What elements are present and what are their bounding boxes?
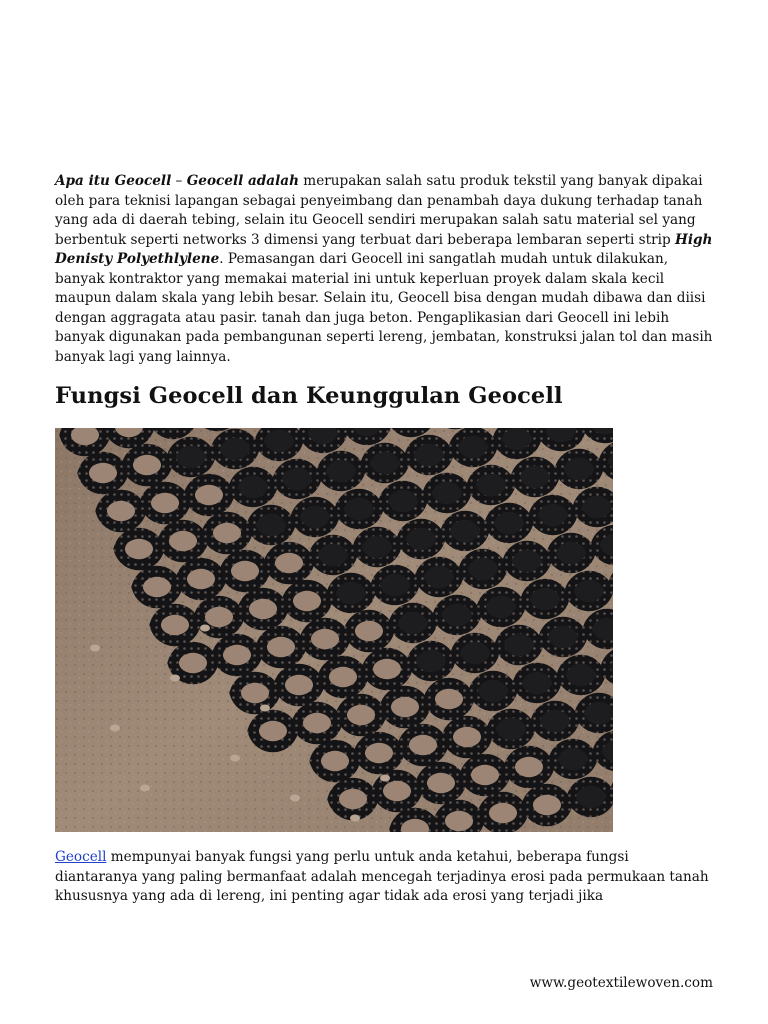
soil-fill [143,577,171,597]
soil-fill [231,561,259,581]
soil-fill [195,485,223,505]
geocell-cell-wall [525,583,565,615]
geocell-cell-wall [585,428,613,439]
section-heading: Fungsi Geocell dan Keunggulan Geocell [55,383,563,409]
geocell-cell-wall [603,445,613,477]
soil-fill [303,713,331,733]
geocell-cell-wall [541,428,581,447]
geocell-cell-wall [215,433,255,465]
soil-fill [311,629,339,649]
geocell-cell-wall [569,575,609,607]
intro-text-1: merupakan salah satu produk tekstil yang banyak dipakai oleh para teknisi lapangan sebagai penyeimbang dan penambah daya dukung terhadap tanah yang ada di daerah tebing, selain itu Geocell sendiri merupakan salah satu material sel yang berbentuk seperti networks 3 dimensi yang terbuat dari beberapa lembaran seperti strip [55,173,703,248]
soil-fill [383,781,411,801]
intro-text-2: . Pemasangan dari Geocell ini sangatlah mudah untuk dilakukan, banyak kontraktor yang memakai material ini untuk keperluan proyek dalam skala kecil maupun dalam skala yang lebih besar. Selain itu, Geocell bisa dengan mudah dibawa dan diisi dengan aggragata atau pasir. tanah dan juga beton. Pengaplikasian dari Geocell ini lebih banyak digunakan pada pembangunan seperti lereng, jembatan, konstruksi jalan tol dan masih banyak lagi yang lainnya. [55,251,713,365]
geocell-cell-wall [571,781,611,813]
geocell-cell-wall [251,509,291,541]
geocell-cell-wall [551,537,591,569]
geocell-cell-wall [419,561,459,593]
soil-stone [140,785,150,792]
geocell-cell-wall [365,447,405,479]
geocell-cell-wall [561,659,601,691]
geocell-cell-wall [473,675,513,707]
geocell-cell-wall [499,629,539,661]
geocell-cell-wall [331,577,371,609]
geocell-cell-wall [535,705,575,737]
geocell-cell-wall [517,667,557,699]
geocell-cell-wall [587,613,613,645]
soil-fill [151,493,179,513]
soil-fill [373,659,401,679]
geocell-cell-wall [533,499,573,531]
geocell-cell-wall [543,621,583,653]
geocell-cell-wall [153,428,193,435]
intro-lead-bold-2: Geocell adalah [186,173,299,189]
geocell-cell-wall [383,485,423,517]
geocell-cell-wall [357,531,397,563]
soil-fill [533,795,561,815]
soil-fill [125,539,153,559]
soil-fill [409,735,437,755]
soil-fill [285,675,313,695]
intro-lead-bold: Apa itu Geocell [55,173,172,189]
geocell-cell-wall [295,501,335,533]
soil-fill [187,569,215,589]
soil-fill [89,463,117,483]
soil-fill [249,599,277,619]
geocell-cell-wall [313,539,353,571]
geocell-cell-wall [455,637,495,669]
geocell-link[interactable]: Geocell [55,849,107,865]
soil-stone [90,645,100,652]
soil-fill [161,615,189,635]
geocell-cell-wall [577,491,613,523]
soil-stone [380,775,390,782]
geocell-cell-wall [277,463,317,495]
geocell-cell-wall [497,428,537,455]
geocell-cell-wall [553,743,593,775]
soil-fill [435,689,463,709]
geocell-cell-wall [427,477,467,509]
geocell-cell-wall [409,439,449,471]
geocell-function-paragraph [55,848,715,907]
geocell-photo [55,428,613,832]
geocell-cell-wall [507,545,547,577]
soil-fill [169,531,197,551]
geocell-cell-wall [595,529,613,561]
geocell-cell-wall [445,515,485,547]
soil-fill [179,653,207,673]
soil-stone [110,725,120,732]
geocell-cell-wall [339,493,379,525]
soil-fill [355,621,383,641]
geocell-cell-wall [491,713,531,745]
soil-fill [329,667,357,687]
soil-stone [230,755,240,762]
soil-fill [259,721,287,741]
geocell-cell-wall [559,453,599,485]
soil-fill [445,811,473,831]
soil-fill [107,501,135,521]
geocell-cell-wall [579,697,613,729]
soil-fill [267,637,295,657]
soil-stone [200,625,210,632]
geocell-function-text: mempunyai banyak fungsi yang perlu untuk anda ketahui, beberapa fungsi diantaranya yang paling bermanfaat adalah mencegah terjadinya erosi pada permukaan tanah khususnya yang ada di lereng, ini penting agar tidak ada erosi yang terjadi jika [55,849,709,904]
soil-fill [339,789,367,809]
geocell-cell-wall [171,441,211,473]
geocell-cell-wall [597,735,613,767]
geocell-cell-wall [393,607,433,639]
soil-fill [133,455,161,475]
soil-fill [241,683,269,703]
soil-stone [170,675,180,682]
soil-fill [321,751,349,771]
footer-url: www.geotextilewoven.com [529,975,713,991]
geocell-cell-wall [401,523,441,555]
soil-stone [260,705,270,712]
soil-fill [275,553,303,573]
soil-fill [223,645,251,665]
geocell-cell-wall [259,428,299,457]
geocell-cell-wall [489,507,529,539]
geocell-cell-wall [463,553,503,585]
soil-fill [213,523,241,543]
soil-fill [391,697,419,717]
geocell-cell-wall [481,591,521,623]
soil-fill [515,757,543,777]
soil-fill [471,765,499,785]
soil-fill [453,727,481,747]
geocell-cell-wall [233,471,273,503]
soil-fill [347,705,375,725]
intro-material-bold: High Denisty Polyethlylene [55,231,713,267]
soil-fill [427,773,455,793]
geocell-cell-wall [303,428,343,449]
geocell-cell-wall [411,645,451,677]
soil-fill [205,607,233,627]
intro-paragraph [55,172,715,367]
soil-fill [365,743,393,763]
geocell-cell-wall [437,599,477,631]
soil-stone [350,815,360,822]
geocell-cell-wall [347,428,387,441]
geocell-cell-wall [605,651,613,683]
geocell-cell-wall [375,569,415,601]
soil-fill [293,591,321,611]
soil-stone [290,795,300,802]
geocell-cell-wall [515,461,555,493]
geocell-cell-wall [391,428,431,433]
geocell-cell-wall [453,431,493,463]
geocell-cell-wall [471,469,511,501]
soil-fill [489,803,517,823]
intro-dash: – [171,173,187,189]
geocell-cell-wall [321,455,361,487]
